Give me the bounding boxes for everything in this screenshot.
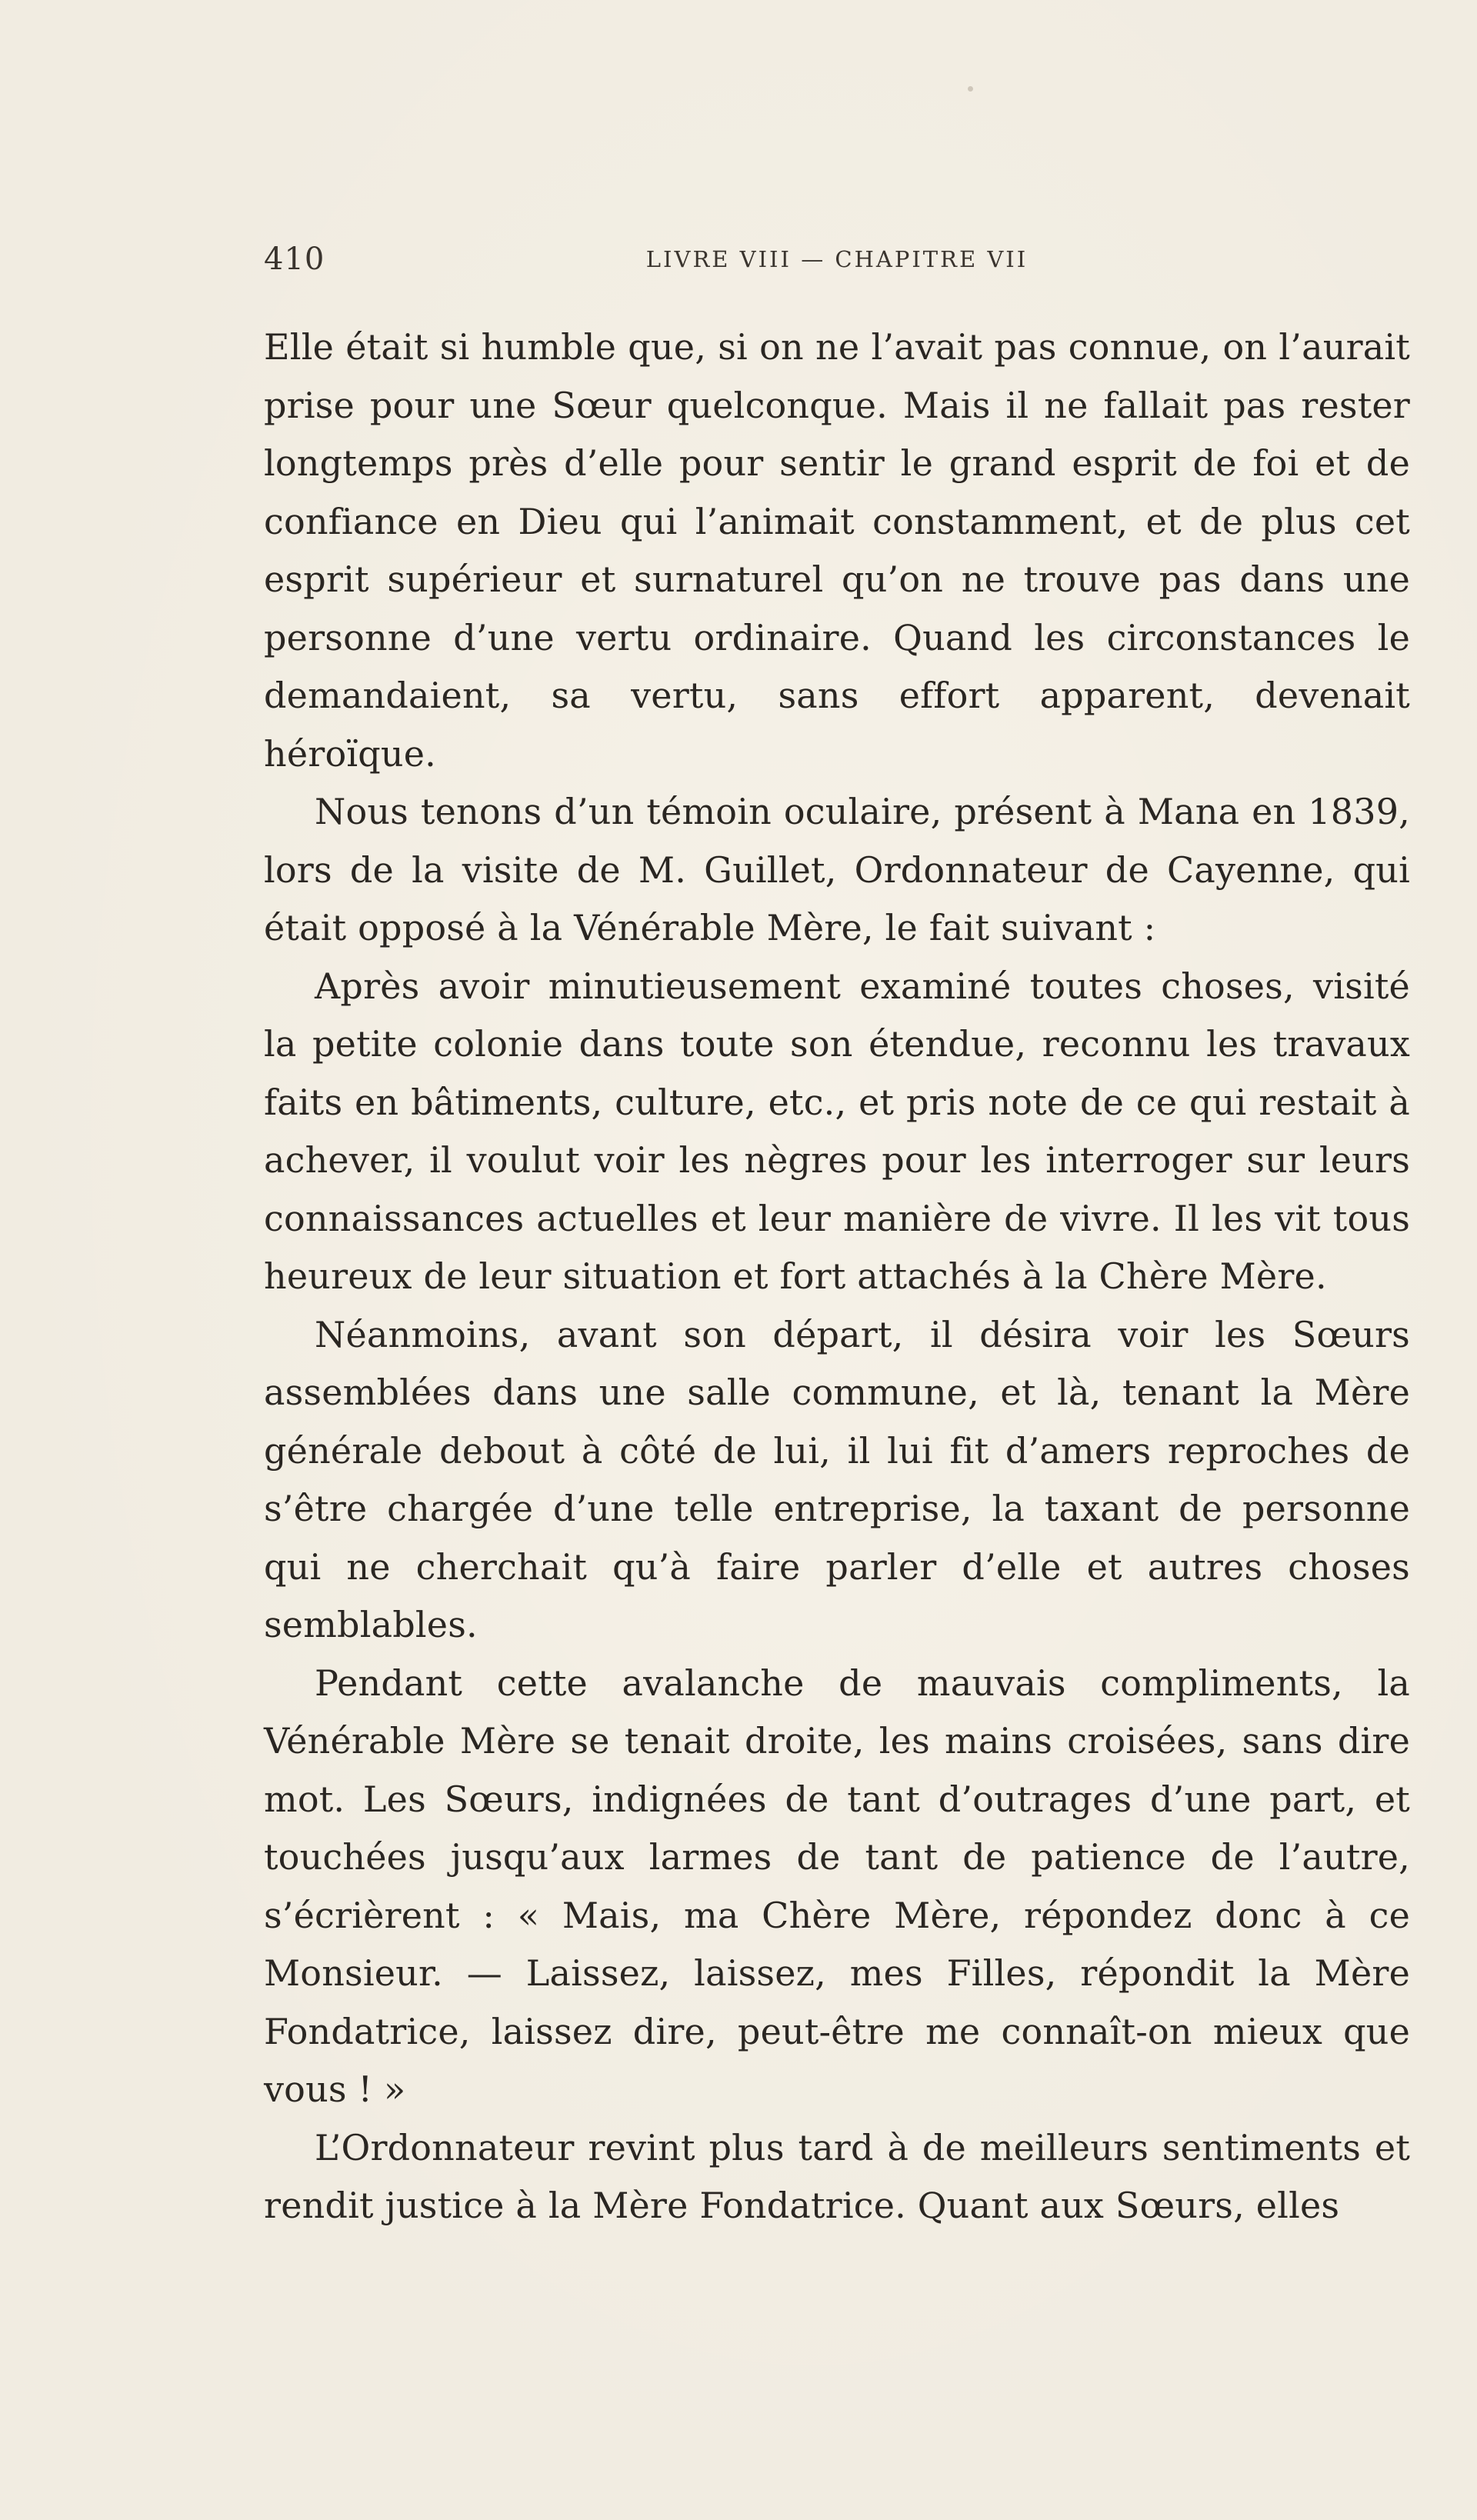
page-number: 410 (264, 242, 325, 277)
paragraph: Pendant cette avalanche de mauvais compliments, la Vénérable Mère se tenait droite, les mains croisées, sans dire mot. Les Sœurs, indignées de tant d’outrages d’une part, et touchées jusqu’aux larmes de tant de patience de l’autre, s’écrièrent : « Mais, ma Chère Mère, répondez donc à ce Monsieur. — Laissez, laissez, mes Filles, répondit la Mère Fondatrice, laissez dire, peut-être me connaît-on mieux que vous ! » (264, 1662, 1410, 2110)
paper-speck (968, 86, 973, 92)
paragraph: Nous tenons d’un témoin oculaire, présent à Mana en 1839, lors de la visite de M. Guillet, Ordonnateur de Cayenne, qui était opposé à la Vénérable Mère, le fait suivant : (264, 791, 1410, 948)
paragraph: Après avoir minutieusement examiné toutes choses, visité la petite colonie dans toute son étendue, reconnu les travaux faits en bâtiments, culture, etc., et pris note de ce qui restait à achever, il voulut voir les nègres pour les interroger sur leurs connaissances actuelles et leur manière de vivre. Il les vit tous heureux de leur situation et fort attachés à la Chère Mère. (264, 965, 1410, 1297)
paragraph: Elle était si humble que, si on ne l’avait pas connue, on l’aurait prise pour une Sœur quelconque. Mais il ne fallait pas rester longtemps près d’elle pour sentir le grand esprit de foi et de confiance en Dieu qui l’animait constamment, et de plus cet esprit supérieur et surnaturel qu’on ne trouve pas dans une personne d’une vertu ordinaire. Quand les circonstances le demandaient, sa vertu, sans effort apparent, devenait héroïque. (264, 326, 1410, 775)
page-header (264, 242, 1410, 288)
body-text (264, 318, 1410, 2235)
paragraph: Néanmoins, avant son départ, il désira voir les Sœurs assemblées dans une salle commune, et là, tenant la Mère générale debout à côté de lui, il lui fit d’amers reproches de s’être chargée d’une telle entreprise, la taxant de personne qui ne cherchait qu’à faire parler d’elle et autres choses semblables. (264, 1313, 1410, 1645)
running-head: LIVRE VIII — CHAPITRE VII (645, 246, 1029, 272)
paragraph: L’Ordonnateur revint plus tard à de meilleurs sentiments et rendit justice à la Mère Fondatrice. Quant aux Sœurs, elles (264, 2126, 1410, 2226)
